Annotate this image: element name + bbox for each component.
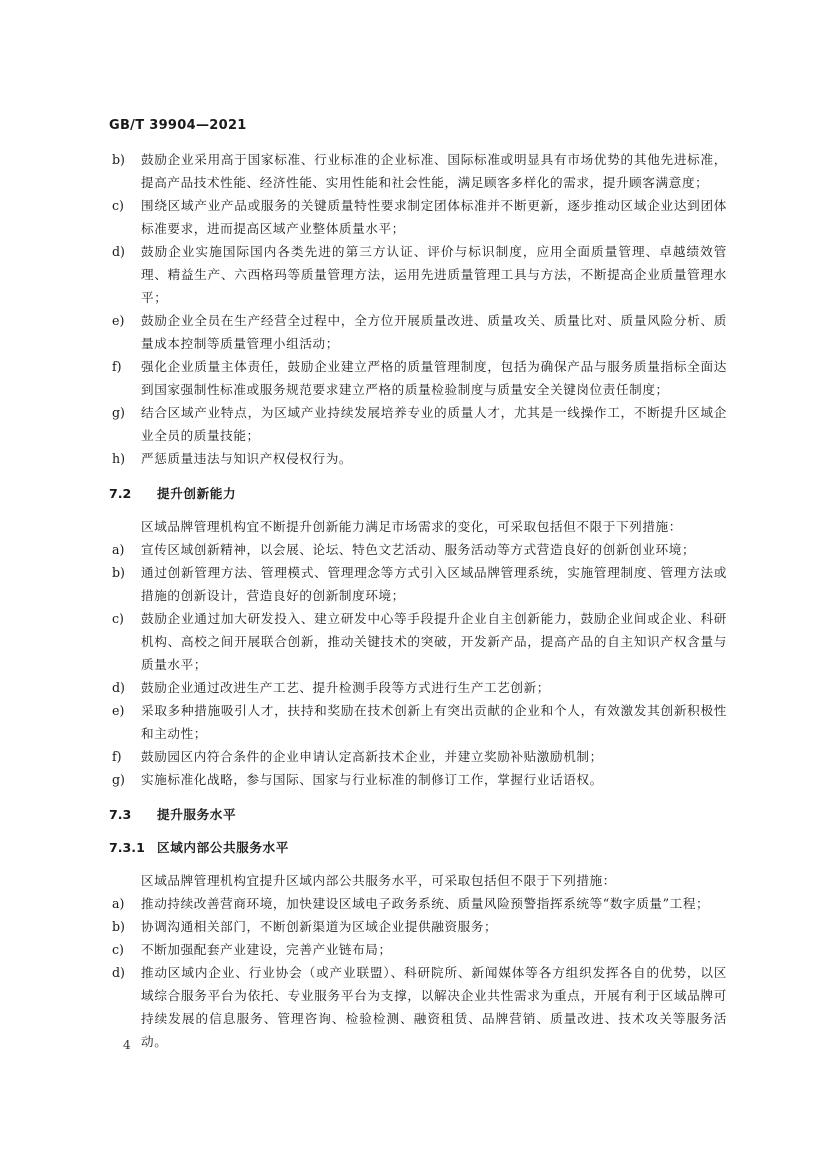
section-heading-7-2: [109, 482, 727, 505]
section-intro: 区域品牌管理机构宜提升区域内部公共服务水平，可采取包括但不限于下列措施：: [141, 873, 616, 888]
page-number: 4: [123, 1038, 131, 1052]
list-item: [109, 607, 727, 676]
list-7-2: [109, 538, 727, 791]
section-number: 7.2: [109, 486, 132, 501]
list-item-text: 推动区域内企业、行业协会（或产业联盟）、科研院所、新闻媒体等各方组织发挥各自的优势，以区域综合服务平台为依托、专业服务平台为支撑，以解决企业共性需求为重点，开展有利于区域品牌可持续发展的信息服务、管理咨询、检验检测、融资租赁、品牌营销、质量改进、技术攻关等服务活动。: [141, 965, 727, 1049]
section-title: 提升服务水平: [157, 807, 237, 822]
list-item: [109, 892, 727, 915]
list-item-label: c): [112, 942, 124, 957]
list-item-text: 鼓励企业实施国际国内各类先进的第三方认证、评价与标识制度，应用全面质量管理、卓越绩效管理、精益生产、六西格玛等质量管理方法，运用先进质量管理工具与方法，不断提高企业质量管理水平；: [141, 244, 727, 305]
list-item-label: f): [112, 749, 122, 764]
list-item: [109, 447, 727, 470]
section-title: 区域内部公共服务水平: [157, 840, 289, 855]
list-item-text: 实施标准化战略，参与国际、国家与行业标准的制修订工作，掌握行业话语权。: [141, 772, 603, 787]
section-title: 提升创新能力: [157, 486, 237, 501]
list-item-text: 不断加强配套产业建设，完善产业链布局；: [141, 942, 392, 957]
section-number: 7.3.1: [109, 840, 145, 855]
list-item: [109, 676, 727, 699]
list-item: [109, 699, 727, 745]
list-item: [109, 938, 727, 961]
list-item: [109, 355, 727, 401]
list-item-label: e): [112, 703, 125, 718]
list-item-text: 鼓励企业通过改进生产工艺、提升检测手段等方式进行生产工艺创新；: [141, 680, 551, 695]
list-item-label: d): [112, 680, 125, 695]
list-item-label: d): [112, 965, 125, 980]
list-item-label: a): [112, 542, 125, 557]
list-item-label: c): [112, 611, 124, 626]
list-item-text: 围绕区域产业产品或服务的关键质量特性要求制定团体标准并不断更新，逐步推动区域企业达到团体标准要求，进而提高区域产业整体质量水平；: [141, 198, 727, 236]
list-item-text: 鼓励园区内符合条件的企业申请认定高新技术企业，并建立奖励补贴激励机制；: [141, 749, 603, 764]
list-item: [109, 240, 727, 309]
list-item: [109, 148, 727, 194]
list-item: [109, 538, 727, 561]
list-item: [109, 768, 727, 791]
list-item-label: c): [112, 198, 124, 213]
list-item-text: 通过创新管理方法、管理模式、管理理念等方式引入区域品牌管理系统，实施管理制度、管理方法或措施的创新设计，营造良好的创新制度环境；: [141, 565, 727, 603]
list-item: [109, 309, 727, 355]
document-body: [109, 148, 727, 1053]
list-item: [109, 915, 727, 938]
list-item-text: 鼓励企业全员在生产经营全过程中，全方位开展质量改进、质量攻关、质量比对、质量风险分析、质量成本控制等质量管理小组活动；: [141, 313, 727, 351]
list-item-label: h): [112, 451, 126, 466]
standard-code: GB/T 39904—2021: [109, 118, 247, 133]
list-item-text: 推动持续改善营商环境，加快建设区域电子政务系统、质量风险预警指挥系统等“数字质量”工程；: [141, 896, 710, 911]
list-7-3-1: [109, 892, 727, 1053]
list-item-label: e): [112, 313, 125, 328]
list-item-label: b): [112, 152, 125, 167]
section-heading-7-3: [109, 803, 727, 826]
list-item-text: 宣传区域创新精神，以会展、论坛、特色文艺活动、服务活动等方式营造良好的创新创业环境；: [141, 542, 696, 557]
list-item-label: b): [112, 565, 125, 580]
list-item: [109, 961, 727, 1053]
section-number: 7.3: [109, 807, 132, 822]
list-item-label: g): [112, 772, 125, 787]
list-item-text: 鼓励企业采用高于国家标准、行业标准的企业标准、国际标准或明显具有市场优势的其他先进标准，提高产品技术性能、经济性能、实用性能和社会性能，满足顾客多样化的需求，提升顾客满意度；: [141, 152, 727, 190]
list-7-1-continued: [109, 148, 727, 470]
list-item-text: 严惩质量违法与知识产权侵权行为。: [141, 451, 353, 466]
list-item-label: a): [112, 896, 125, 911]
list-item: [109, 745, 727, 768]
list-item: [109, 561, 727, 607]
section-heading-7-3-1: [109, 836, 727, 859]
list-item: [109, 401, 727, 447]
list-item-text: 结合区域产业特点，为区域产业持续发展培养专业的质量人才，尤其是一线操作工，不断提升区域企业全员的质量技能；: [141, 405, 727, 443]
list-item-label: d): [112, 244, 125, 259]
list-item-text: 强化企业质量主体责任，鼓励企业建立严格的质量管理制度，包括为确保产品与服务质量指标全面达到国家强制性标准或服务规范要求建立严格的质量检验制度与质量安全关键岗位责任制度；: [141, 359, 727, 397]
list-item-text: 采取多种措施吸引人才，扶持和奖励在技术创新上有突出贡献的企业和个人，有效激发其创新积极性和主动性；: [141, 703, 727, 741]
list-item-label: g): [112, 405, 125, 420]
list-item-label: f): [112, 359, 122, 374]
list-item-label: b): [112, 919, 125, 934]
list-item: [109, 194, 727, 240]
list-item-text: 鼓励企业通过加大研发投入、建立研发中心等手段提升企业自主创新能力，鼓励企业间或企业、科研机构、高校之间开展联合创新，推动关键技术的突破，开发新产品，提高产品的自主知识产权含量与质量水平；: [141, 611, 727, 672]
section-intro: 区域品牌管理机构宜不断提升创新能力满足市场需求的变化，可采取包括但不限于下列措施：: [141, 519, 682, 534]
list-item-text: 协调沟通相关部门，不断创新渠道为区域企业提供融资服务；: [141, 919, 498, 934]
